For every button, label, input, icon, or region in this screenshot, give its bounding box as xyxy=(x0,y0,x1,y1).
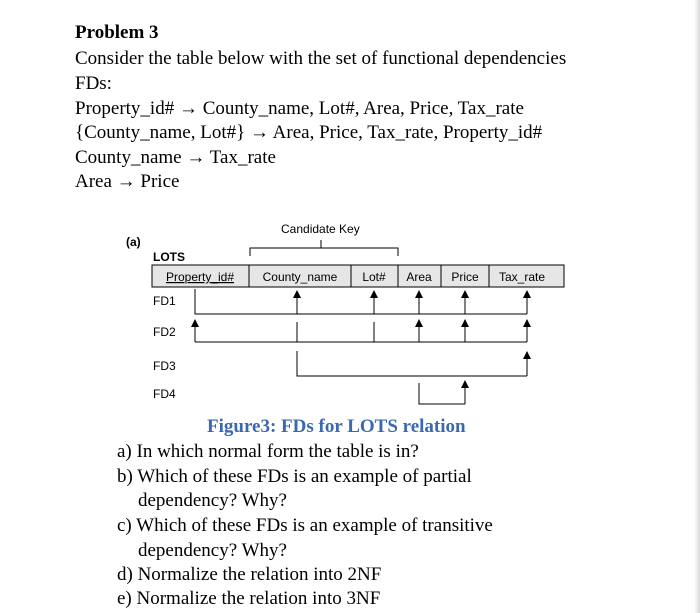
question-b-cont: dependency? Why? xyxy=(138,490,287,511)
question-b: b) Which of these FDs is an example of partial xyxy=(117,466,472,487)
candidate-key-bracket xyxy=(250,240,398,256)
fd4-lines xyxy=(419,381,465,404)
fd-label-1: FD1 xyxy=(153,294,176,308)
fd1-lines xyxy=(195,289,527,314)
fd-label-2: FD2 xyxy=(153,325,176,339)
column-property-id: Property_id# xyxy=(165,270,235,284)
column-lot: Lot# xyxy=(362,270,386,284)
column-county-name: County_name xyxy=(262,270,338,284)
fd-diagram xyxy=(0,210,700,420)
fd-statement-4: Area → Price xyxy=(75,171,180,192)
column-tax-rate: Tax_rate xyxy=(498,270,546,284)
question-e: e) Normalize the relation into 3NF xyxy=(117,588,381,609)
relation-name: LOTS xyxy=(153,250,185,264)
question-c: c) Which of these FDs is an example of transitive xyxy=(117,515,493,536)
question-d: d) Normalize the relation into 2NF xyxy=(117,564,382,585)
lots-table-header xyxy=(152,265,564,287)
figure-caption: Figure3: FDs for LOTS relation xyxy=(207,416,466,437)
fd-statement-2: {County_name, Lot#} → Area, Price, Tax_rate, Property_id# xyxy=(75,122,543,143)
fd-label-3: FD3 xyxy=(153,359,176,373)
column-area: Area xyxy=(406,270,432,284)
column-price: Price xyxy=(451,270,479,284)
fd3-lines xyxy=(297,351,527,376)
panel-label: (a) xyxy=(126,235,141,249)
intro-line-1: Consider the table below with the set of functional dependencies xyxy=(75,48,567,69)
question-a: a) In which normal form the table is in? xyxy=(117,441,419,462)
fd-statement-3: County_name → Tax_rate xyxy=(75,147,276,168)
fd-statement-1: Property_id# → County_name, Lot#, Area, Price, Tax_rate xyxy=(75,98,524,119)
fd2-lines xyxy=(195,320,527,342)
question-c-cont: dependency? Why? xyxy=(138,540,287,561)
candidate-key-label: Candidate Key xyxy=(281,222,360,236)
intro-line-2: FDs: xyxy=(75,73,112,94)
fd-label-4: FD4 xyxy=(153,387,176,401)
problem-title: Problem 3 xyxy=(75,22,159,43)
